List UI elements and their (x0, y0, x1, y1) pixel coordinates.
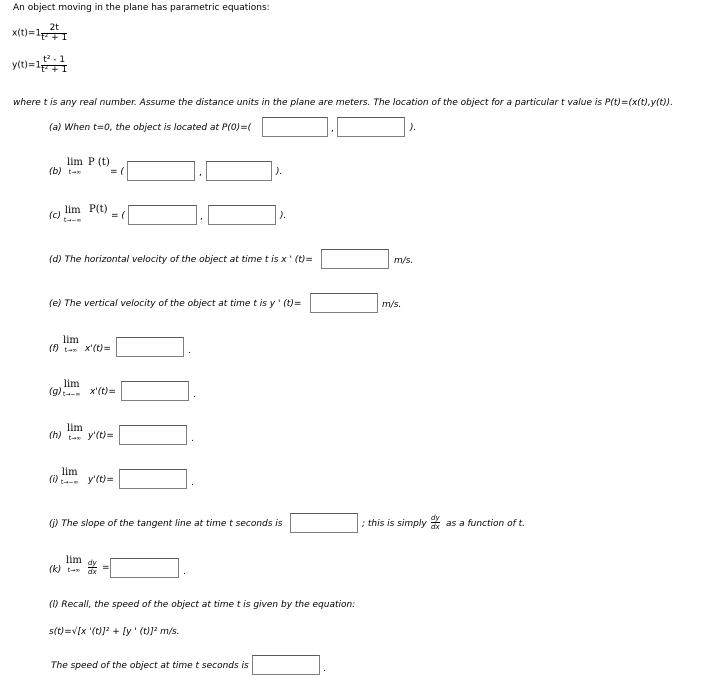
part-i-lim (61, 468, 78, 488)
part-f-label: (f) (49, 344, 60, 354)
speed-label: The speed of the object at time t seconds is (51, 661, 249, 671)
equation-x-fraction (41, 24, 67, 43)
part-c-lim-sub: t→−∞ (64, 217, 82, 224)
part-h-lim-sub: t→∞ (68, 435, 82, 442)
equation-y-numerator: t² - 1 (41, 56, 67, 66)
part-a-input-1[interactable] (262, 117, 328, 137)
part-k-lim-word: lim (66, 555, 82, 566)
part-k-lim (66, 556, 82, 576)
intro-text: An object moving in the plane has parametric equations: (13, 3, 270, 13)
part-e-unit: m/s. (382, 300, 402, 310)
part-k-dy: dy (88, 559, 97, 567)
speed-end: . (323, 664, 326, 674)
part-d-label: (d) The horizontal velocity of the object at time t is x ' (t)= (49, 255, 313, 265)
part-b-lim-sub: t→∞ (68, 169, 82, 176)
part-j-dy: dy (431, 514, 440, 522)
part-i-label: (i) (49, 475, 59, 485)
part-h-expr: y'(t)= (88, 431, 114, 441)
part-g-label: (g) (49, 387, 62, 397)
part-g-expr: x'(t)= (90, 387, 116, 397)
part-h-label: (h) (49, 431, 62, 441)
part-k-end: . (183, 567, 186, 577)
part-b-separator: , (199, 168, 202, 178)
part-j-dydx (431, 514, 440, 531)
part-b-lim-word: lim (67, 157, 83, 168)
part-i-end: . (191, 478, 194, 488)
part-g-lim-sub: t→−∞ (63, 391, 81, 398)
part-j-after: ; this is simply (362, 519, 427, 529)
part-k-lim-sub: t→∞ (67, 567, 81, 574)
part-b-expr: P (t) (88, 157, 110, 168)
part-c-label: (c) (49, 211, 61, 221)
part-c-close: ). (280, 211, 287, 221)
part-c-separator: , (200, 212, 203, 222)
part-k-dydx (88, 559, 97, 576)
equation-y-denominator: t² + 1 (41, 65, 68, 75)
part-b-lim (67, 158, 83, 178)
part-b-close: ). (276, 167, 283, 177)
equation-x-denominator: t² + 1 (41, 33, 68, 43)
part-c-input-2[interactable] (208, 205, 276, 225)
part-c-expr: P(t) (89, 204, 108, 215)
part-e-label: (e) The vertical velocity of the object at time t is y ' (t)= (49, 299, 302, 309)
part-g-lim-word: lim (63, 379, 80, 390)
part-a-separator: , (331, 124, 334, 134)
part-c-input-1[interactable] (128, 205, 197, 225)
part-c-lim-word: lim (64, 205, 81, 216)
part-c-eq: = ( (111, 211, 125, 221)
part-i-lim-sub: t→−∞ (61, 479, 79, 486)
part-f-lim-sub: t→∞ (64, 347, 78, 354)
part-g-input[interactable] (121, 381, 189, 401)
part-f-lim (63, 336, 79, 356)
part-b-eq: = ( (110, 167, 124, 177)
equation-x (12, 24, 67, 43)
part-b-input-2[interactable] (206, 161, 272, 181)
part-f-input[interactable] (116, 337, 184, 357)
equation-x-numerator: 2t (41, 24, 67, 34)
part-l-label: (l) Recall, the speed of the object at time t is given by the equation: (49, 600, 356, 610)
equation-y-fraction (41, 56, 67, 75)
part-f-end: . (188, 346, 191, 356)
part-f-lim-word: lim (63, 335, 79, 346)
part-j-tail: as a function of t. (446, 519, 525, 529)
equation-y-lhs: y(t)=1 (12, 60, 42, 71)
part-d-unit: m/s. (394, 256, 414, 266)
speed-input[interactable] (252, 655, 320, 675)
part-d-input[interactable] (321, 249, 389, 269)
part-j-input[interactable] (290, 513, 358, 533)
part-c-lim (64, 206, 81, 226)
part-j-label: (j) The slope of the tangent line at time t seconds is (49, 519, 283, 529)
part-h-end: . (191, 434, 194, 444)
part-b-input-1[interactable] (127, 161, 195, 181)
part-i-input[interactable] (119, 469, 187, 489)
part-h-input[interactable] (119, 425, 187, 445)
part-i-lim-word: lim (61, 467, 78, 478)
part-g-lim (63, 380, 80, 400)
part-i-expr: y'(t)= (88, 475, 114, 485)
part-e-input[interactable] (310, 293, 378, 313)
part-b-label: (b) (49, 167, 62, 177)
part-k-eq: = (102, 563, 110, 573)
part-j-dx: dx (431, 523, 440, 531)
where-text: where t is any real number. Assume the distance units in the plane are meters. The location of the object for a particular t value is P(t)=(x(t),y(t)). (13, 98, 673, 108)
part-k-input[interactable] (110, 558, 179, 578)
speed-formula: s(t)=√[x '(t)]² + [y ' (t)]² m/s. (49, 627, 180, 637)
part-k-label: (k) (49, 565, 62, 575)
part-k-dx: dx (88, 568, 97, 576)
part-h-lim-word: lim (67, 423, 83, 434)
part-a-close: ). (410, 123, 417, 133)
part-g-end: . (193, 390, 196, 400)
part-h-lim (67, 424, 83, 444)
equation-y (12, 56, 67, 75)
equation-x-lhs: x(t)=1 (12, 28, 42, 39)
part-a-input-2[interactable] (337, 117, 405, 137)
part-f-expr: x'(t)= (85, 344, 111, 354)
part-a-label: (a) When t=0, the object is located at P(0)=( (49, 123, 252, 133)
